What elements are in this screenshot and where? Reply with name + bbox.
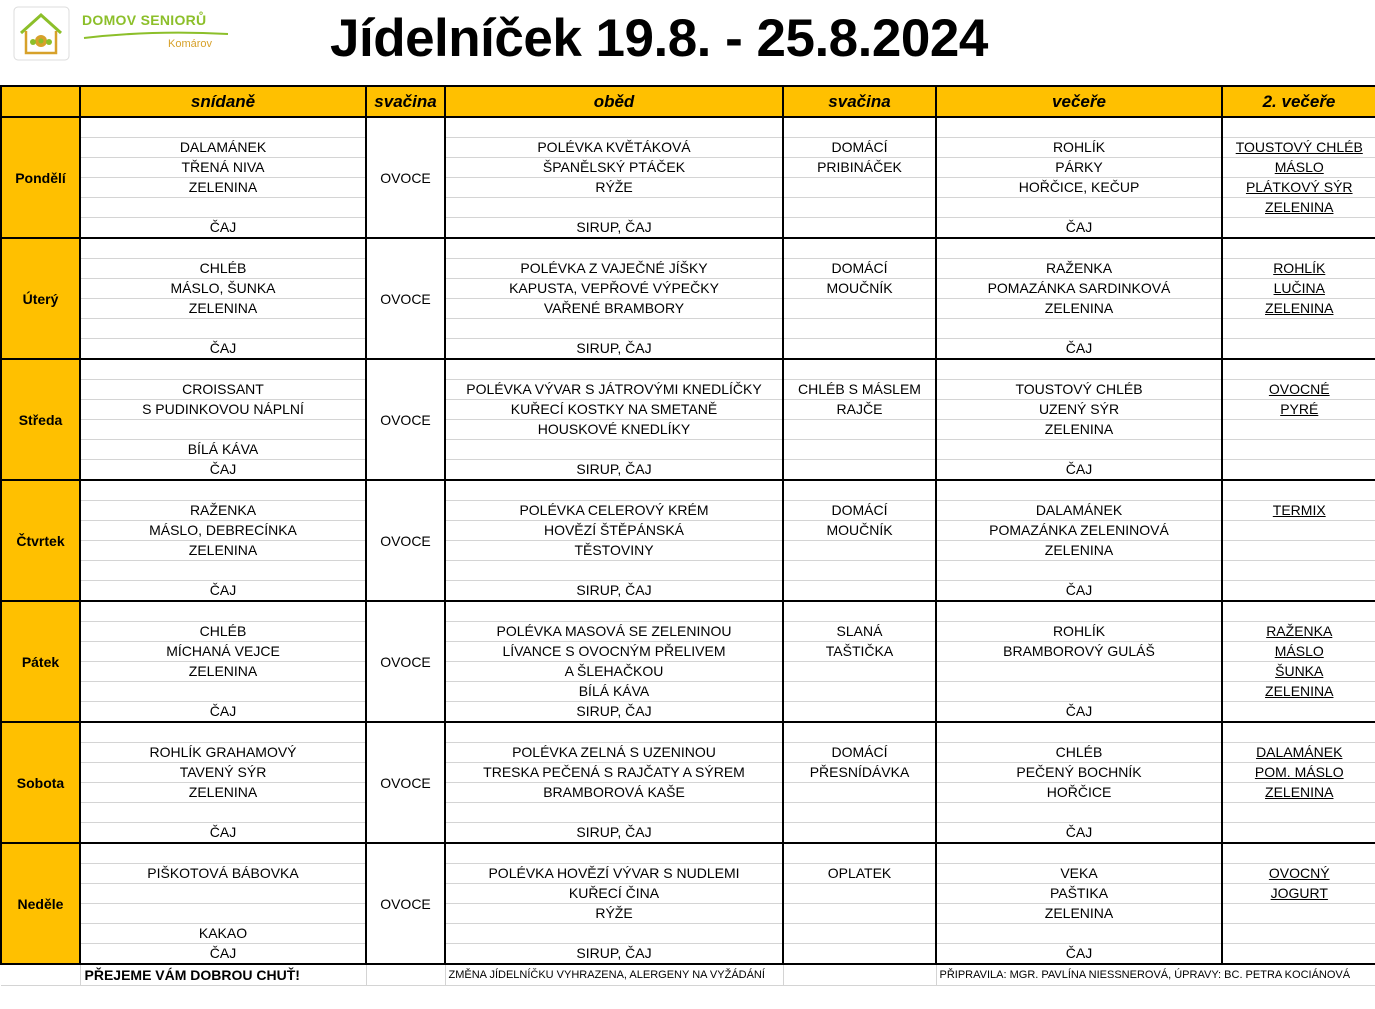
cell-snidane: DALAMÁNEK [80,138,366,158]
menu-row [1,319,1375,339]
cell-obed: HOVĚZÍ ŠTĚPÁNSKÁ [445,521,783,541]
cell-snidane: RAŽENKA [80,501,366,521]
cell-snidane [80,722,366,743]
cell-vecere-2: ROHLÍK [1222,259,1375,279]
cell-snidane: MÁSLO, ŠUNKA [80,279,366,299]
cell-obed: KUŘECÍ KOSTKY NA SMETANĚ [445,400,783,420]
cell-vecere: POMAZÁNKA SARDINKOVÁ [936,279,1222,299]
cell-snidane: ZELENINA [80,783,366,803]
menu-row [1,420,1375,440]
col-header-obed: oběd [445,86,783,117]
footer-note: ZMĚNA JÍDELNÍČKU VYHRAZENA, ALERGENY NA VYŽÁDÁNÍ [445,964,783,986]
cell-vecere-2: DALAMÁNEK [1222,743,1375,763]
cell-vecere-2 [1222,319,1375,339]
cell-snidane: ČAJ [80,944,366,965]
cell-vecere [936,319,1222,339]
cell-vecere [936,198,1222,218]
cell-obed: VAŘENÉ BRAMBORY [445,299,783,319]
cell-vecere-2 [1222,702,1375,723]
cell-snidane [80,803,366,823]
cell-vecere [936,662,1222,682]
cell-svacina-ovoce: OVOCE [366,117,445,238]
menu-row [1,541,1375,561]
menu-row [1,380,1375,400]
cell-vecere: POMAZÁNKA ZELENINOVÁ [936,521,1222,541]
cell-obed [445,843,783,864]
menu-row [1,823,1375,844]
col-header-vecere-2: 2. večeře [1222,86,1375,117]
cell-svacina [783,904,936,924]
cell-snidane: ČAJ [80,702,366,723]
menu-row [1,138,1375,158]
cell-svacina [783,339,936,360]
cell-svacina: PRIBINÁČEK [783,158,936,178]
menu-row [1,480,1375,501]
menu-row [1,662,1375,682]
cell-svacina [783,682,936,702]
cell-snidane: ROHLÍK GRAHAMOVÝ [80,743,366,763]
cell-svacina-ovoce: OVOCE [366,359,445,480]
cell-snidane [80,843,366,864]
cell-vecere-2: RAŽENKA [1222,622,1375,642]
cell-vecere-2: ZELENINA [1222,299,1375,319]
menu-row [1,117,1375,138]
cell-obed: POLÉVKA KVĚTÁKOVÁ [445,138,783,158]
cell-snidane: TAVENÝ SÝR [80,763,366,783]
menu-row [1,259,1375,279]
page-title: Jídelníček 19.8. - 25.8.2024 [330,9,988,68]
menu-row [1,521,1375,541]
cell-snidane: ČAJ [80,823,366,844]
cell-snidane: CHLÉB [80,259,366,279]
cell-obed: A ŠLEHAČKOU [445,662,783,682]
cell-snidane [80,561,366,581]
cell-snidane: CHLÉB [80,622,366,642]
cell-svacina [783,601,936,622]
day-label: Neděle [1,843,80,964]
cell-vecere [936,601,1222,622]
footer-blank [1,964,80,986]
cell-snidane: MÁSLO, DEBRECÍNKA [80,521,366,541]
cell-obed [445,722,783,743]
cell-vecere [936,843,1222,864]
cell-obed: RÝŽE [445,178,783,198]
cell-svacina-ovoce: OVOCE [366,480,445,601]
cell-vecere: CHLÉB [936,743,1222,763]
cell-svacina: DOMÁCÍ [783,501,936,521]
menu-row [1,924,1375,944]
cell-vecere-2 [1222,541,1375,561]
menu-row [1,601,1375,622]
cell-obed: POLÉVKA HOVĚZÍ VÝVAR S NUDLEMI [445,864,783,884]
menu-row [1,218,1375,239]
cell-svacina: DOMÁCÍ [783,259,936,279]
cell-svacina: CHLÉB S MÁSLEM [783,380,936,400]
cell-svacina: SLANÁ [783,622,936,642]
cell-obed [445,480,783,501]
cell-vecere-2 [1222,218,1375,239]
menu-row [1,561,1375,581]
cell-vecere-2: PYRÉ [1222,400,1375,420]
cell-vecere-2: ZELENINA [1222,682,1375,702]
cell-vecere: HOŘČICE [936,783,1222,803]
cell-vecere: ČAJ [936,460,1222,481]
cell-vecere: PEČENÝ BOCHNÍK [936,763,1222,783]
cell-obed [445,319,783,339]
cell-vecere: TOUSTOVÝ CHLÉB [936,380,1222,400]
cell-svacina [783,843,936,864]
cell-vecere [936,803,1222,823]
cell-svacina: DOMÁCÍ [783,138,936,158]
footer-prepared-by: PŘIPRAVILA: MGR. PAVLÍNA NIESSNEROVÁ, ÚPRAVY: BC. PETRA KOCIÁNOVÁ [936,964,1375,986]
cell-vecere: ČAJ [936,339,1222,360]
cell-snidane [80,319,366,339]
menu-row [1,702,1375,723]
cell-obed: ŠPANĚLSKÝ PTÁČEK [445,158,783,178]
cell-obed: BRAMBOROVÁ KAŠE [445,783,783,803]
cell-obed: KUŘECÍ ČINA [445,884,783,904]
menu-row [1,722,1375,743]
cell-vecere: HOŘČICE, KEČUP [936,178,1222,198]
cell-vecere [936,480,1222,501]
cell-vecere-2 [1222,601,1375,622]
cell-svacina-ovoce: OVOCE [366,843,445,964]
cell-obed: HOUSKOVÉ KNEDLÍKY [445,420,783,440]
cell-snidane [80,904,366,924]
cell-snidane [80,682,366,702]
cell-svacina-ovoce: OVOCE [366,238,445,359]
cell-svacina: OPLATEK [783,864,936,884]
cell-svacina [783,884,936,904]
cell-snidane [80,117,366,138]
menu-row [1,359,1375,380]
menu-row [1,622,1375,642]
cell-vecere-2 [1222,843,1375,864]
cell-snidane [80,420,366,440]
cell-vecere-2 [1222,420,1375,440]
cell-snidane [80,198,366,218]
cell-obed: LÍVANCE S OVOCNÝM PŘELIVEM [445,642,783,662]
cell-obed: SIRUP, ČAJ [445,702,783,723]
menu-row [1,743,1375,763]
menu-row [1,904,1375,924]
cell-vecere [936,722,1222,743]
menu-body [1,117,1375,964]
cell-snidane: ČAJ [80,581,366,602]
cell-svacina [783,783,936,803]
cell-vecere-2 [1222,722,1375,743]
cell-svacina-ovoce: OVOCE [366,601,445,722]
menu-row [1,440,1375,460]
cell-svacina [783,460,936,481]
cell-vecere-2 [1222,924,1375,944]
cell-snidane: PIŠKOTOVÁ BÁBOVKA [80,864,366,884]
cell-svacina [783,803,936,823]
cell-svacina [783,722,936,743]
cell-vecere-2 [1222,823,1375,844]
cell-obed: TRESKA PEČENÁ S RAJČATY A SÝREM [445,763,783,783]
menu-row [1,581,1375,602]
cell-vecere [936,440,1222,460]
cell-snidane: BÍLÁ KÁVA [80,440,366,460]
cell-vecere-2 [1222,480,1375,501]
menu-row [1,339,1375,360]
cell-obed [445,238,783,259]
cell-svacina [783,702,936,723]
column-header-row [1,86,1375,117]
cell-vecere: RAŽENKA [936,259,1222,279]
menu-row [1,682,1375,702]
menu-table [0,85,1375,986]
cell-vecere: ROHLÍK [936,622,1222,642]
cell-snidane: MÍCHANÁ VEJCE [80,642,366,662]
cell-svacina [783,480,936,501]
cell-vecere: UZENÝ SÝR [936,400,1222,420]
menu-row [1,642,1375,662]
menu-row [1,158,1375,178]
col-header-snidane: snídaně [80,86,366,117]
cell-vecere-2 [1222,904,1375,924]
cell-svacina [783,924,936,944]
cell-vecere-2 [1222,581,1375,602]
cell-vecere: VEKA [936,864,1222,884]
cell-vecere [936,117,1222,138]
cell-obed: KAPUSTA, VEPŘOVÉ VÝPEČKY [445,279,783,299]
cell-vecere: ZELENINA [936,420,1222,440]
logo-brand: DOMOV SENIORŮ [82,12,207,28]
cell-svacina [783,420,936,440]
cell-snidane [80,601,366,622]
cell-vecere: PAŠTIKA [936,884,1222,904]
cell-obed: SIRUP, ČAJ [445,823,783,844]
cell-vecere: ČAJ [936,944,1222,965]
cell-snidane: CROISSANT [80,380,366,400]
cell-obed [445,601,783,622]
logo-subtitle: Komárov [168,38,213,50]
cell-obed: SIRUP, ČAJ [445,581,783,602]
cell-vecere-2: OVOCNÉ [1222,380,1375,400]
cell-obed: SIRUP, ČAJ [445,460,783,481]
cell-svacina [783,319,936,339]
day-label: Středa [1,359,80,480]
cell-obed: SIRUP, ČAJ [445,339,783,360]
cell-snidane: ČAJ [80,339,366,360]
cell-svacina [783,359,936,380]
cell-vecere-2: MÁSLO [1222,642,1375,662]
cell-vecere: ČAJ [936,702,1222,723]
menu-row [1,864,1375,884]
col-header-svacina-1: svačina [366,86,445,117]
cell-vecere: ČAJ [936,823,1222,844]
cell-vecere-2: MÁSLO [1222,158,1375,178]
cell-svacina: MOUČNÍK [783,521,936,541]
cell-svacina [783,823,936,844]
cell-vecere: BRAMBOROVÝ GULÁŠ [936,642,1222,662]
cell-obed [445,359,783,380]
cell-snidane: TŘENÁ NIVA [80,158,366,178]
cell-snidane: ZELENINA [80,299,366,319]
cell-snidane: ZELENINA [80,662,366,682]
cell-svacina-ovoce: OVOCE [366,722,445,843]
cell-obed: POLÉVKA Z VAJEČNÉ JÍŠKY [445,259,783,279]
day-label: Pondělí [1,117,80,238]
cell-vecere-2: LUČINA [1222,279,1375,299]
cell-snidane: KAKAO [80,924,366,944]
col-header-vecere: večeře [936,86,1222,117]
cell-vecere-2 [1222,238,1375,259]
menu-row [1,400,1375,420]
cell-svacina: RAJČE [783,400,936,420]
cell-snidane: S PUDINKOVOU NÁPLNÍ [80,400,366,420]
cell-vecere-2: PLÁTKOVÝ SÝR [1222,178,1375,198]
cell-obed: TĚSTOVINY [445,541,783,561]
cell-vecere-2: ŠUNKA [1222,662,1375,682]
cell-obed [445,117,783,138]
cell-vecere-2 [1222,117,1375,138]
cell-snidane [80,238,366,259]
cell-svacina [783,218,936,239]
cell-svacina [783,238,936,259]
cell-vecere [936,238,1222,259]
cell-vecere: ČAJ [936,581,1222,602]
day-label: Úterý [1,238,80,359]
menu-row [1,299,1375,319]
cell-obed [445,198,783,218]
cell-vecere-2: POM. MÁSLO [1222,763,1375,783]
cell-vecere: ZELENINA [936,541,1222,561]
cell-vecere-2 [1222,521,1375,541]
menu-row [1,783,1375,803]
cell-svacina: TAŠTIČKA [783,642,936,662]
page-header [0,0,1375,85]
cell-vecere-2 [1222,803,1375,823]
cell-obed: RÝŽE [445,904,783,924]
cell-obed: SIRUP, ČAJ [445,944,783,965]
cell-vecere-2 [1222,339,1375,360]
cell-vecere: DALAMÁNEK [936,501,1222,521]
cell-vecere-2 [1222,460,1375,481]
cell-svacina [783,561,936,581]
cell-obed: POLÉVKA CELEROVÝ KRÉM [445,501,783,521]
cell-vecere [936,682,1222,702]
cell-vecere-2 [1222,359,1375,380]
cell-svacina: DOMÁCÍ [783,743,936,763]
cell-svacina [783,178,936,198]
menu-row [1,803,1375,823]
menu-row [1,238,1375,259]
col-header-svacina-2: svačina [783,86,936,117]
cell-svacina [783,117,936,138]
footer-blank [366,964,445,986]
corner-cell [1,86,80,117]
cell-snidane [80,884,366,904]
cell-snidane: ČAJ [80,218,366,239]
menu-row [1,944,1375,965]
cell-snidane [80,480,366,501]
cell-obed: SIRUP, ČAJ [445,218,783,239]
cell-obed: BÍLÁ KÁVA [445,682,783,702]
cell-svacina [783,198,936,218]
cell-svacina [783,662,936,682]
footer-blank [783,964,936,986]
house-logo-icon [13,6,70,61]
cell-snidane [80,359,366,380]
cell-vecere-2: OVOCNÝ [1222,864,1375,884]
cell-vecere [936,561,1222,581]
cell-vecere-2: ZELENINA [1222,783,1375,803]
cell-vecere [936,359,1222,380]
cell-svacina [783,440,936,460]
footer-wish: PŘEJEME VÁM DOBROU CHUŤ! [80,964,366,986]
cell-obed: POLÉVKA ZELNÁ S UZENINOU [445,743,783,763]
cell-obed [445,440,783,460]
cell-vecere: ROHLÍK [936,138,1222,158]
cell-obed [445,561,783,581]
cell-vecere: ČAJ [936,218,1222,239]
day-label: Pátek [1,601,80,722]
menu-row [1,279,1375,299]
cell-vecere: ZELENINA [936,904,1222,924]
menu-row [1,501,1375,521]
cell-vecere-2: ZELENINA [1222,198,1375,218]
cell-snidane: ZELENINA [80,178,366,198]
cell-vecere-2: TOUSTOVÝ CHLÉB [1222,138,1375,158]
menu-row [1,843,1375,864]
cell-svacina [783,944,936,965]
cell-vecere-2 [1222,440,1375,460]
cell-obed [445,803,783,823]
cell-svacina: PŘESNÍDÁVKA [783,763,936,783]
cell-svacina [783,299,936,319]
menu-row [1,884,1375,904]
cell-snidane: ČAJ [80,460,366,481]
menu-row [1,178,1375,198]
cell-vecere-2: JOGURT [1222,884,1375,904]
menu-row [1,198,1375,218]
cell-svacina: MOUČNÍK [783,279,936,299]
cell-obed [445,924,783,944]
cell-obed: POLÉVKA VÝVAR S JÁTROVÝMI KNEDLÍČKY [445,380,783,400]
menu-row [1,460,1375,481]
menu-row [1,763,1375,783]
cell-obed: POLÉVKA MASOVÁ SE ZELENINOU [445,622,783,642]
cell-vecere [936,924,1222,944]
cell-vecere-2 [1222,561,1375,581]
day-label: Čtvrtek [1,480,80,601]
footer-row [1,964,1375,986]
cell-vecere-2: TERMIX [1222,501,1375,521]
cell-svacina [783,541,936,561]
day-label: Sobota [1,722,80,843]
cell-snidane: ZELENINA [80,541,366,561]
cell-vecere: ZELENINA [936,299,1222,319]
cell-vecere-2 [1222,944,1375,965]
cell-svacina [783,581,936,602]
cell-vecere: PÁRKY [936,158,1222,178]
